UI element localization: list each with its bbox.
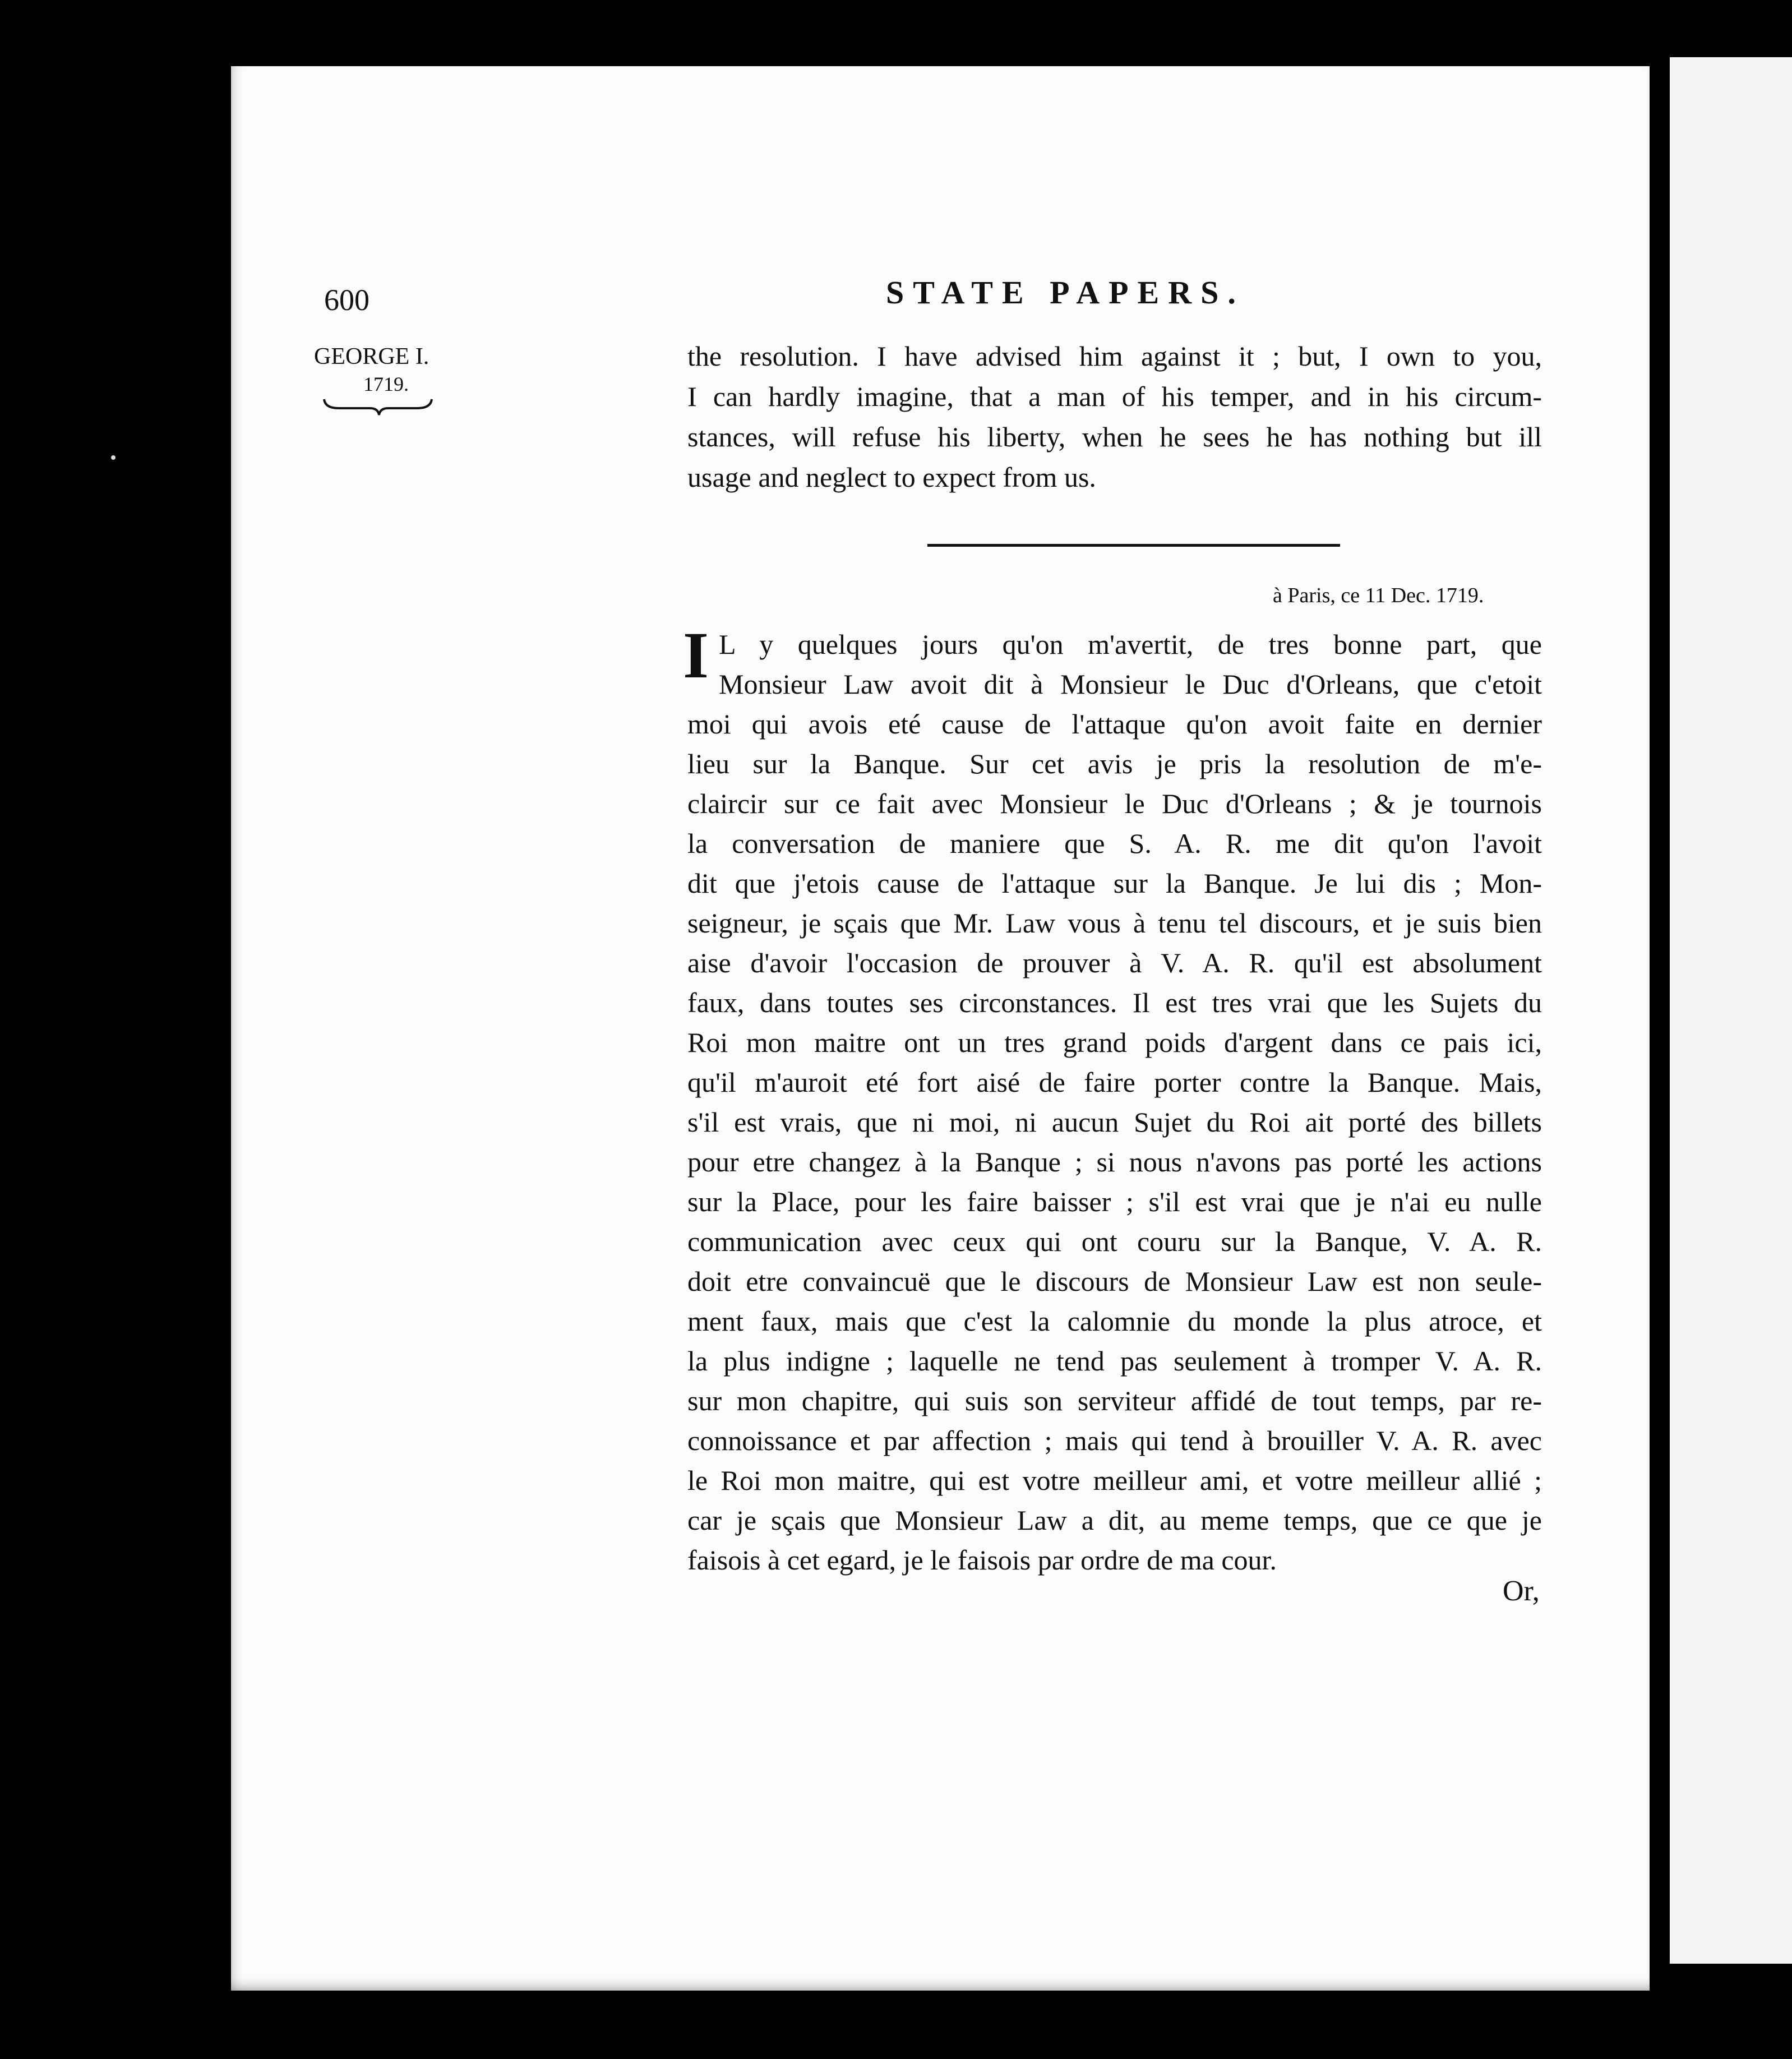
text-line: Monsieur Law avoit dit à Monsieur le Duc d'Orleans, que c'etoit bbox=[719, 668, 1542, 700]
text-line: la conversation de maniere que S. A. R. me dit qu'on l'avoit bbox=[687, 828, 1542, 859]
text-line: Roi mon maitre ont un tres grand poids d'argent dans ce pais ici, bbox=[687, 1027, 1542, 1058]
catchword: Or, bbox=[1503, 1575, 1540, 1607]
text-line: aise d'avoir l'occasion de prouver à V. A. R. qu'il est absolument bbox=[687, 947, 1542, 978]
text-line: le Roi mon maitre, qui est votre meilleur ami, et votre meilleur allié ; bbox=[687, 1465, 1542, 1496]
text-line: ment faux, mais que c'est la calomnie du monde la plus atroce, et bbox=[687, 1305, 1542, 1337]
text-line: moi qui avois eté cause de l'attaque qu'on avoit faite en dernier bbox=[687, 708, 1542, 740]
margin-note-year: 1719. bbox=[363, 373, 409, 395]
text-line: L y quelques jours qu'on m'avertit, de tres bonne part, que bbox=[719, 629, 1542, 660]
text-line: dit que j'etois cause de l'attaque sur la Banque. Je lui dis ; Mon- bbox=[687, 867, 1542, 899]
text-line: s'il est vrais, que ni moi, ni aucun Sujet du Roi ait porté des billets bbox=[687, 1106, 1542, 1138]
scan-speck bbox=[111, 455, 116, 460]
text-line: sur la Place, pour les faire baisser ; s'il est vrai que je n'ai eu nulle bbox=[687, 1186, 1542, 1217]
text-line: faux, dans toutes ses circonstances. Il est tres vrai que les Sujets du bbox=[687, 987, 1542, 1018]
running-head: STATE PAPERS. bbox=[886, 274, 1245, 311]
text-line: the resolution. I have advised him against it ; but, I own to you, bbox=[687, 340, 1542, 372]
drop-capital: I bbox=[683, 618, 709, 692]
text-line: qu'il m'auroit eté fort aisé de faire porter contre la Banque. Mais, bbox=[687, 1067, 1542, 1098]
margin-note-reign: GEORGE I. bbox=[314, 344, 429, 370]
section-rule bbox=[927, 544, 1340, 547]
text-line: usage and neglect to expect from us. bbox=[687, 461, 1096, 493]
margin-brace-ornament bbox=[322, 396, 434, 418]
adjacent-page-edge bbox=[1670, 57, 1792, 1964]
text-line: la plus indigne ; laquelle ne tend pas seulement à tromper V. A. R. bbox=[687, 1345, 1542, 1377]
text-line: lieu sur la Banque. Sur cet avis je pris la resolution de m'e- bbox=[687, 748, 1542, 779]
letter-dateline: à Paris, ce 11 Dec. 1719. bbox=[1273, 584, 1484, 607]
text-line: pour etre changez à la Banque ; si nous n'avons pas porté les actions bbox=[687, 1146, 1542, 1178]
text-line: communication avec ceux qui ont couru sur la Banque, V. A. R. bbox=[687, 1226, 1542, 1257]
text-line: sur mon chapitre, qui suis son serviteur affidé de tout temps, par re- bbox=[687, 1385, 1542, 1416]
text-line: seigneur, je sçais que Mr. Law vous à tenu tel discours, et je suis bien bbox=[687, 907, 1542, 939]
text-line: car je sçais que Monsieur Law a dit, au meme temps, que ce que je bbox=[687, 1504, 1542, 1536]
text-line: connoissance et par affection ; mais qui tend à brouiller V. A. R. avec bbox=[687, 1425, 1542, 1456]
text-line: I can hardly imagine, that a man of his temper, and in his circum- bbox=[687, 381, 1542, 412]
page-number: 600 bbox=[324, 283, 370, 317]
text-line: doit etre convaincuë que le discours de Monsieur Law est non seule- bbox=[687, 1266, 1542, 1297]
text-line: claircir sur ce fait avec Monsieur le Duc d'Orleans ; & je tournois bbox=[687, 788, 1542, 819]
text-line: faisois à cet egard, je le faisois par ordre de ma cour. bbox=[687, 1544, 1277, 1576]
text-line: stances, will refuse his liberty, when he sees he has nothing but ill bbox=[687, 421, 1542, 453]
